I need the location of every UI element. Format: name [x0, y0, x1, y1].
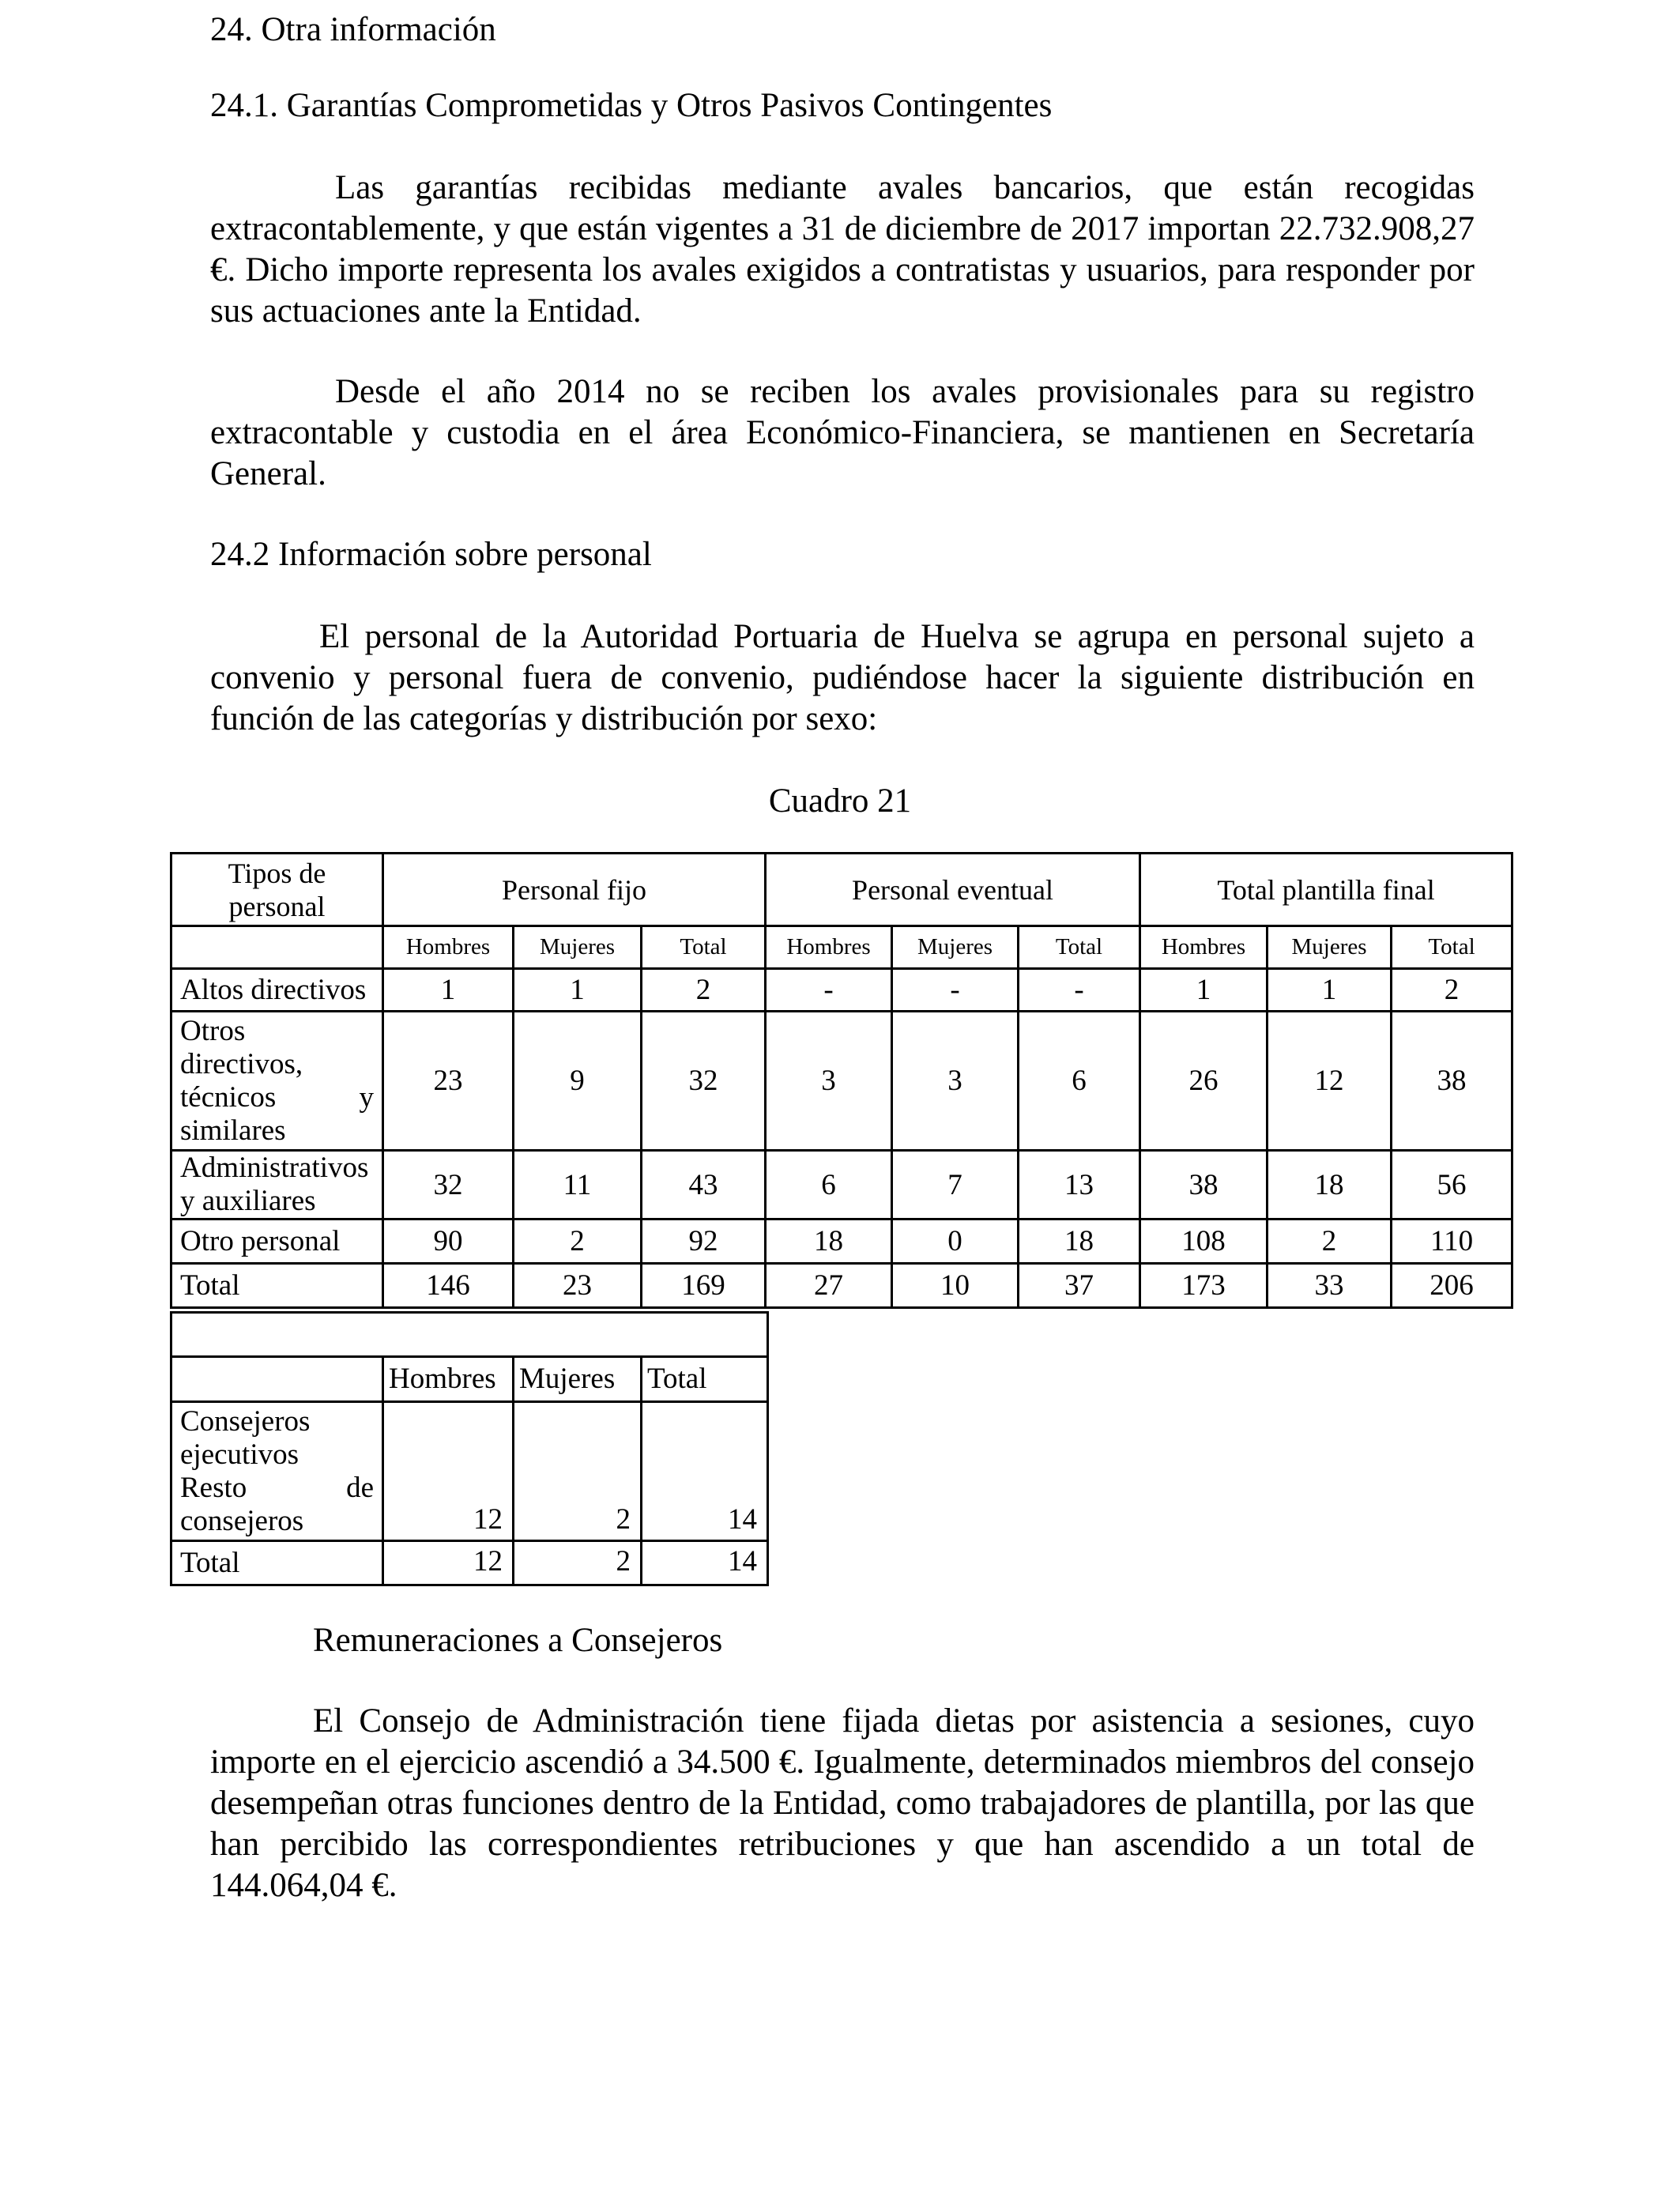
- subsection-staff-title: 24.2 Información sobre personal: [210, 536, 652, 573]
- table-cell: 38: [1140, 1151, 1268, 1220]
- table-cell: 14: [642, 1541, 768, 1585]
- table-row: [171, 1012, 1512, 1151]
- paragraph-provisional-guarantees: Desde el año 2014 no se reciben los avales provisionales para su registro extracontable y custodia en el área Económico-Financiera, se mantienen en Secretaría General.: [210, 373, 1475, 492]
- table-cell: 23: [383, 1012, 514, 1151]
- board-total-row: [171, 1541, 768, 1585]
- section-title: 24. Otra información: [210, 11, 496, 48]
- corner-header: Tipos de personal: [171, 854, 383, 926]
- row-label: Otro personal: [171, 1220, 383, 1264]
- group-header: Personal fijo: [383, 854, 766, 926]
- table-cell: 7: [892, 1151, 1019, 1220]
- table-cell: 32: [642, 1012, 766, 1151]
- table-cell: 18: [1019, 1220, 1140, 1264]
- subcol-header: Total: [1392, 926, 1512, 969]
- row-label: Administrativos y auxiliares: [171, 1151, 383, 1220]
- table-cell: 1: [514, 969, 642, 1012]
- empty-cell: [171, 926, 383, 969]
- table-cell: 2: [1392, 969, 1512, 1012]
- table-row: [171, 969, 1512, 1012]
- table-cell: 3: [892, 1012, 1019, 1151]
- col-header: Total: [642, 1357, 768, 1402]
- subsection-guarantees-title: 24.1. Garantías Comprometidas y Otros Pasivos Contingentes: [210, 87, 1053, 124]
- table-cell: 33: [1268, 1264, 1392, 1308]
- table-cell: -: [892, 969, 1019, 1012]
- col-header: Mujeres: [514, 1357, 642, 1402]
- subcol-header: Mujeres: [514, 926, 642, 969]
- table-cell: 12: [383, 1541, 514, 1585]
- row-label: Altos directivos: [171, 969, 383, 1012]
- table-cell: 18: [766, 1220, 892, 1264]
- paragraph-staff: El personal de la Autoridad Portuaria de Huelva se agrupa en personal sujeto a convenio y personal fuera de convenio, pudiéndose hacer la siguiente distribución en función de las categorías y distribución por sexo:: [210, 618, 1475, 737]
- table-row: [171, 1151, 1512, 1220]
- subcol-header: Total: [642, 926, 766, 969]
- table-cell: 12: [1268, 1012, 1392, 1151]
- table-cell: 110: [1392, 1220, 1512, 1264]
- subcol-header: Mujeres: [1268, 926, 1392, 969]
- table-cell: 43: [642, 1151, 766, 1220]
- table-cell: 12: [383, 1402, 514, 1541]
- table-cell: 169: [642, 1264, 766, 1308]
- board-spacer-row: [171, 1313, 768, 1357]
- paragraph-guarantees: Las garantías recibidas mediante avales bancarios, que están recogidas extracontablemente, y que están vigentes a 31 de diciembre de 2017 importan 22.732.908,27 €. Dicho importe representa los avales exigidos a contratistas y usuarios, para responder por sus actuaciones ante la Entidad.: [210, 169, 1475, 330]
- table-cell: 2: [514, 1220, 642, 1264]
- label-resto-consejeros: Resto de consejeros: [180, 1471, 374, 1537]
- table-cell: 146: [383, 1264, 514, 1308]
- table-cell: 13: [1019, 1151, 1140, 1220]
- table-cell: 10: [892, 1264, 1019, 1308]
- table-header-row: [171, 854, 1512, 926]
- empty-cell: [171, 1357, 383, 1402]
- table-cell: 14: [642, 1402, 768, 1541]
- table-cell: 23: [514, 1264, 642, 1308]
- table-cell: 92: [642, 1220, 766, 1264]
- subcol-header: Hombres: [383, 926, 514, 969]
- table-cell: -: [1019, 969, 1140, 1012]
- col-header: Hombres: [383, 1357, 514, 1402]
- table-cell: 2: [514, 1402, 642, 1541]
- table-cell: 32: [383, 1151, 514, 1220]
- table-cell: 108: [1140, 1220, 1268, 1264]
- board-header-row: [171, 1357, 768, 1402]
- board-table: [170, 1311, 769, 1586]
- table-cell: 1: [1140, 969, 1268, 1012]
- staff-table: [170, 852, 1513, 1309]
- table-cell: 3: [766, 1012, 892, 1151]
- table-cell: 38: [1392, 1012, 1512, 1151]
- table-cell: 11: [514, 1151, 642, 1220]
- table-cell: 173: [1140, 1264, 1268, 1308]
- subcol-header: Total: [1019, 926, 1140, 969]
- remuneraciones-title: Remuneraciones a Consejeros: [313, 1622, 723, 1659]
- board-row: [171, 1402, 768, 1541]
- table-cell: 18: [1268, 1151, 1392, 1220]
- table-cell: 1: [383, 969, 514, 1012]
- table-total-row: [171, 1264, 1512, 1308]
- row-label: Total: [171, 1264, 383, 1308]
- subcol-header: Mujeres: [892, 926, 1019, 969]
- table-cell: 26: [1140, 1012, 1268, 1151]
- table-row: [171, 1220, 1512, 1264]
- row-label: [171, 1402, 383, 1541]
- subcol-header: Hombres: [766, 926, 892, 969]
- table-caption: Cuadro 21: [768, 782, 912, 820]
- table-cell: 2: [642, 969, 766, 1012]
- table-cell: 90: [383, 1220, 514, 1264]
- table-cell: 56: [1392, 1151, 1512, 1220]
- subcol-header: Hombres: [1140, 926, 1268, 969]
- table-cell: -: [766, 969, 892, 1012]
- group-header: Total plantilla final: [1140, 854, 1512, 926]
- empty-cell: [171, 1313, 768, 1357]
- paragraph-remuneraciones: El Consejo de Administración tiene fijada dietas por asistencia a sesiones, cuyo importe en el ejercicio ascendió a 34.500 €. Igualmente, determinados miembros del consejo desempeñan otras funciones dentro de la Entidad, como trabajadores de plantilla, por las que han percibido las correspondientes retribuciones y que han ascendido a un total de 144.064,04 €.: [210, 1702, 1475, 1904]
- table-cell: 27: [766, 1264, 892, 1308]
- table-subheader-row: [171, 926, 1512, 969]
- table-cell: 37: [1019, 1264, 1140, 1308]
- table-cell: 2: [514, 1541, 642, 1585]
- group-header: Personal eventual: [766, 854, 1140, 926]
- row-label: Total: [171, 1541, 383, 1585]
- label-consejeros-ejecutivos: Consejeros ejecutivos: [180, 1404, 311, 1471]
- table-cell: 2: [1268, 1220, 1392, 1264]
- table-cell: 9: [514, 1012, 642, 1151]
- table-cell: 6: [1019, 1012, 1140, 1151]
- table-cell: 1: [1268, 969, 1392, 1012]
- table-cell: 6: [766, 1151, 892, 1220]
- table-cell: 0: [892, 1220, 1019, 1264]
- row-label: Otros directivos, técnicos y similares: [171, 1012, 383, 1151]
- table-cell: 206: [1392, 1264, 1512, 1308]
